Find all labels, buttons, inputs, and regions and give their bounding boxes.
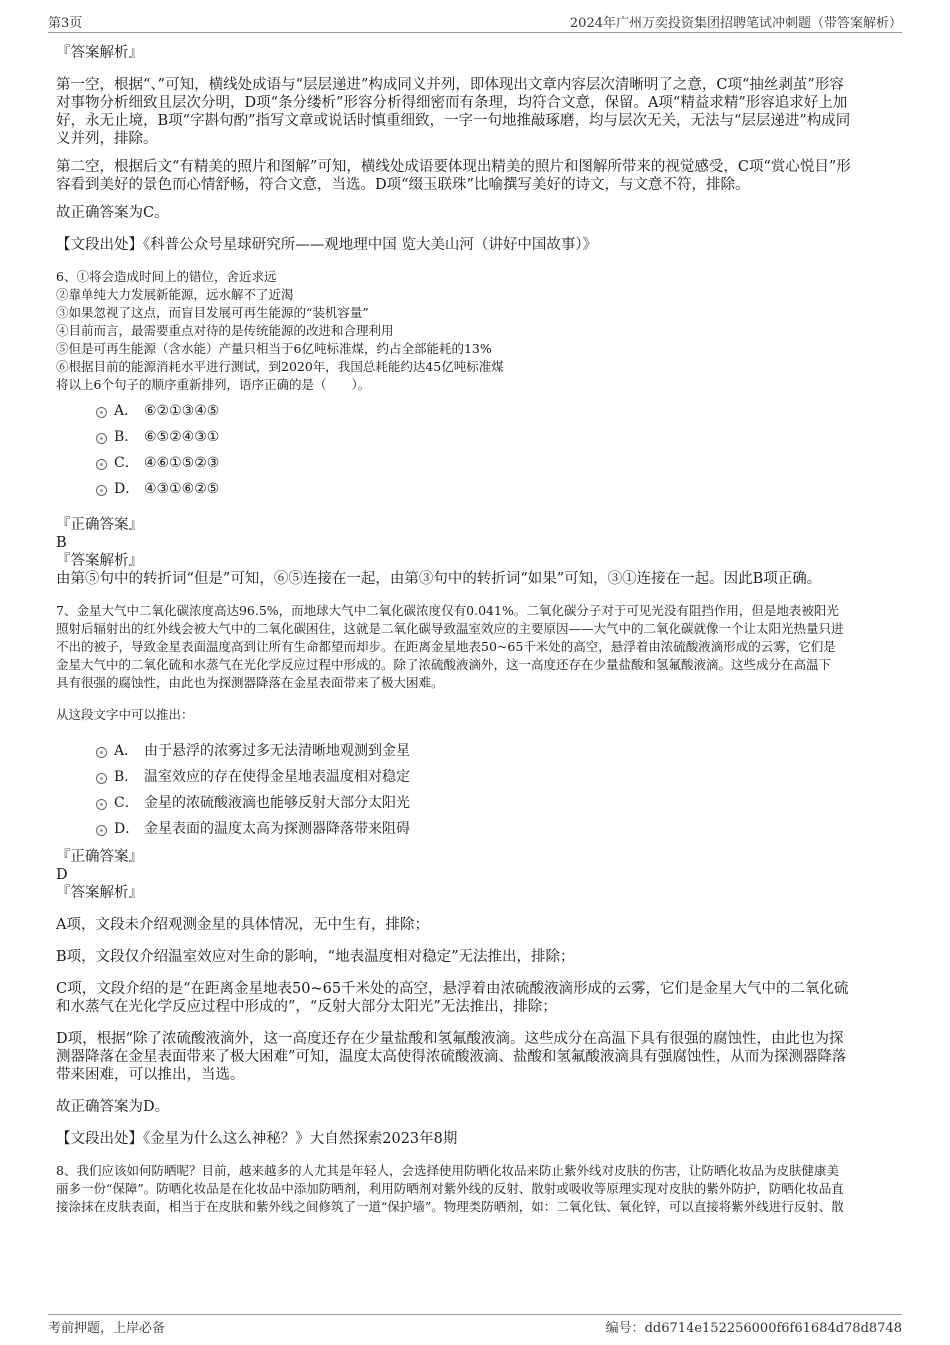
q6-line: ⑥根据目前的能源消耗水平进行测试，到2020年，我国总耗能约达45亿吨标准煤 <box>56 359 504 374</box>
radio-icon[interactable] <box>96 747 107 758</box>
q7-analysis-d-line: D项，根据“除了浓硫酸液滴外，这一高度还存在少量盐酸和氢氟酸液滴。这些成分在高温下具有很强的腐蚀性，由此也为探 <box>56 1031 844 1047</box>
q7-analysis-d-line: 带来困难，可以推出，当选。 <box>56 1067 245 1083</box>
q6-answer: B <box>56 535 67 551</box>
q5-analysis-p1-line: 第一空，根据“、”可知，横线处成语与“层层递进”构成同义并列，即体现出文章内容层次清晰明了之意，C项“抽丝剥茧”形容 <box>56 77 844 93</box>
q5-analysis-p1-line: 义并列，排除。 <box>56 131 158 147</box>
q6-line: ②靠单纯大力发展新能源，远水解不了近渴 <box>56 287 294 302</box>
q7-option-a[interactable]: A． 由于悬浮的浓雾过多无法清晰地观测到金星 <box>56 738 896 764</box>
footer-slogan: 考前押题，上岸必备 <box>48 1321 166 1336</box>
q6-line: ⑤但是可再生能源（含水能）产量只相当于6亿吨标准煤，约占全部能耗的13% <box>56 341 492 356</box>
q7-line: 具有很强的腐蚀性，由此也为探测器降落在金星表面带来了极大困难。 <box>56 675 444 690</box>
q8-line: 丽多一份“保障”。防晒化妆品是在化妆品中添加防晒剂，利用防晒剂对紫外线的反射、散射或吸收等原理实现对皮肤的紫外防护，防晒化妆品直 <box>56 1181 844 1196</box>
q7-analysis-c-line: 和水蒸气在光化学反应过程中形成的”，“反射大部分太阳光”无法推出，排除； <box>56 999 557 1015</box>
q8-line: 8、我们应该如何防晒呢？目前，越来越多的人尤其是年轻人，会选择使用防晒化妆品来防止紫外线对皮肤的伤害，让防晒化妆品为皮肤健康美 <box>56 1163 839 1178</box>
radio-icon[interactable] <box>96 825 107 836</box>
q7-analysis-b: B项，文段仅介绍温室效应对生命的影响，“地表温度相对稳定”无法推出，排除； <box>56 949 575 965</box>
radio-icon[interactable] <box>96 799 107 810</box>
q5-analysis-p1-line: 对事物分析细致且层次分明，D项“条分缕析”形容分析得细密而有条理，均符合文意，保留。A项“精益求精”形容追求好上加 <box>56 95 848 111</box>
q5-analysis-p1-line: 好，永无止境，B项“字斟句酌”指写文章或说话时慎重细致，一字一句地推敲琢磨，均与层次无关，无法与“层层递进”构成同 <box>56 113 851 129</box>
page-content <box>56 44 896 1216</box>
q5-conclusion: 故正确答案为C。 <box>56 205 169 221</box>
q7-line: 7、金星大气中二氧化碳浓度高达96.5%，而地球大气中二氧化碳浓度仅有0.041%。二氧化碳分子对于可见光没有阻挡作用，但是地表被阳光 <box>56 603 839 618</box>
q7-line: 不出的被子，导致金星表面温度高到让所有生命都望而却步。在距离金星地表50~65千米处的高空，悬浮着由浓硫酸液滴形成的云雾，它们是 <box>56 639 836 654</box>
q6-answer-heading: 『正确答案』 <box>56 517 143 533</box>
page-footer <box>48 1314 902 1337</box>
q6-analysis-heading: 『答案解析』 <box>56 553 143 569</box>
q7-source: 【文段出处】《金星为什么这么神秘？》大自然探索2023年8期 <box>56 1131 458 1147</box>
page-header <box>48 10 902 33</box>
q7-conclusion: 故正确答案为D。 <box>56 1099 170 1115</box>
q7-analysis-a: A项，文段未介绍观测金星的具体情况，无中生有，排除； <box>56 917 429 933</box>
radio-icon[interactable] <box>96 773 107 784</box>
q6-option-c[interactable]: C． ④⑥①⑤②③ <box>56 450 896 476</box>
q5-analysis-heading: 『答案解析』 <box>56 45 143 61</box>
q7-analysis-heading: 『答案解析』 <box>56 885 143 901</box>
q7-line: 照射后辐射出的红外线会被大气中的二氧化碳困住，这就是二氧化碳导致温室效应的主要原因——大气中的二氧化碳就像一个让太阳光热量只进 <box>56 621 844 636</box>
q7-prompt: 从这段文字中可以推出： <box>56 707 194 722</box>
q7-line: 金星大气中的二氧化硫和水蒸气在光化学反应过程中形成的。除了浓硫酸液滴外，这一高度还存在少量盐酸和氢氟酸液滴。这些成分在高温下 <box>56 657 832 672</box>
q6-option-a[interactable]: A． ⑥②①③④⑤ <box>56 398 896 424</box>
q5-source: 【文段出处】《科普公众号星球研究所——观地理中国 览大美山河（讲好中国故事）》 <box>56 237 598 253</box>
q5-analysis-p2-line: 容看到美好的景色而心情舒畅，符合文意，当选。D项“缀玉联珠”比喻撰写美好的诗文，与文意不符，排除。 <box>56 177 750 193</box>
q7-option-c[interactable]: C． 金星的浓硫酸液滴也能够反射大部分太阳光 <box>56 790 896 816</box>
q7-answer-heading: 『正确答案』 <box>56 849 143 865</box>
q7-answer: D <box>56 867 68 883</box>
page-number: 第3页 <box>48 16 83 31</box>
q7-option-b[interactable]: B． 温室效应的存在使得金星地表温度相对稳定 <box>56 764 896 790</box>
document-code: 编号：dd6714e152256000f6f61684d78d8748 <box>605 1321 902 1336</box>
q5-analysis-p2-line: 第二空，根据后文“有精美的照片和图解”可知，横线处成语要体现出精美的照片和图解所带来的视觉感受，C项“赏心悦目”形 <box>56 159 851 175</box>
q6-question-prompt: 将以上6个句子的顺序重新排列，语序正确的是（ ）。 <box>56 377 371 392</box>
radio-icon[interactable] <box>96 485 107 496</box>
q6-analysis: 由第⑤句中的转折词“但是”可知，⑥⑤连接在一起，由第③句中的转折词“如果”可知，③①连接在一起。因此B项正确。 <box>56 571 822 587</box>
q7-analysis-d-line: 测器降落在金星表面带来了极大困难”可知，温度太高使得浓硫酸液滴、盐酸和氢氟酸液滴具有强腐蚀性，从而为探测器降落 <box>56 1049 847 1065</box>
radio-icon[interactable] <box>96 433 107 444</box>
radio-icon[interactable] <box>96 407 107 418</box>
q6-line: 6、①将会造成时间上的错位，舍近求远 <box>56 269 277 284</box>
q8-line: 接涂抹在皮肤表面，相当于在皮肤和紫外线之间修筑了一道“保护墙”。物理类防晒剂，如：二氧化钛、氧化锌，可以直接将紫外线进行反射、散 <box>56 1199 844 1214</box>
q6-option-d[interactable]: D． ④③①⑥②⑤ <box>56 476 896 502</box>
q7-analysis-c-line: C项，文段介绍的是“在距离金星地表50~65千米处的高空，悬浮着由浓硫酸液滴形成的云雾，它们是金星大气中的二氧化硫 <box>56 981 849 997</box>
q6-line: ④目前而言，最需要重点对待的是传统能源的改进和合理利用 <box>56 323 394 338</box>
document-title: 2024年广州万奕投资集团招聘笔试冲刺题（带答案解析） <box>569 16 902 31</box>
q7-option-d[interactable]: D． 金星表面的温度太高为探测器降落带来阻碍 <box>56 816 896 842</box>
radio-icon[interactable] <box>96 459 107 470</box>
q6-option-b[interactable]: B． ⑥⑤②④③① <box>56 424 896 450</box>
q6-line: ③如果忽视了这点，而盲目发展可再生能源的“装机容量” <box>56 305 369 320</box>
